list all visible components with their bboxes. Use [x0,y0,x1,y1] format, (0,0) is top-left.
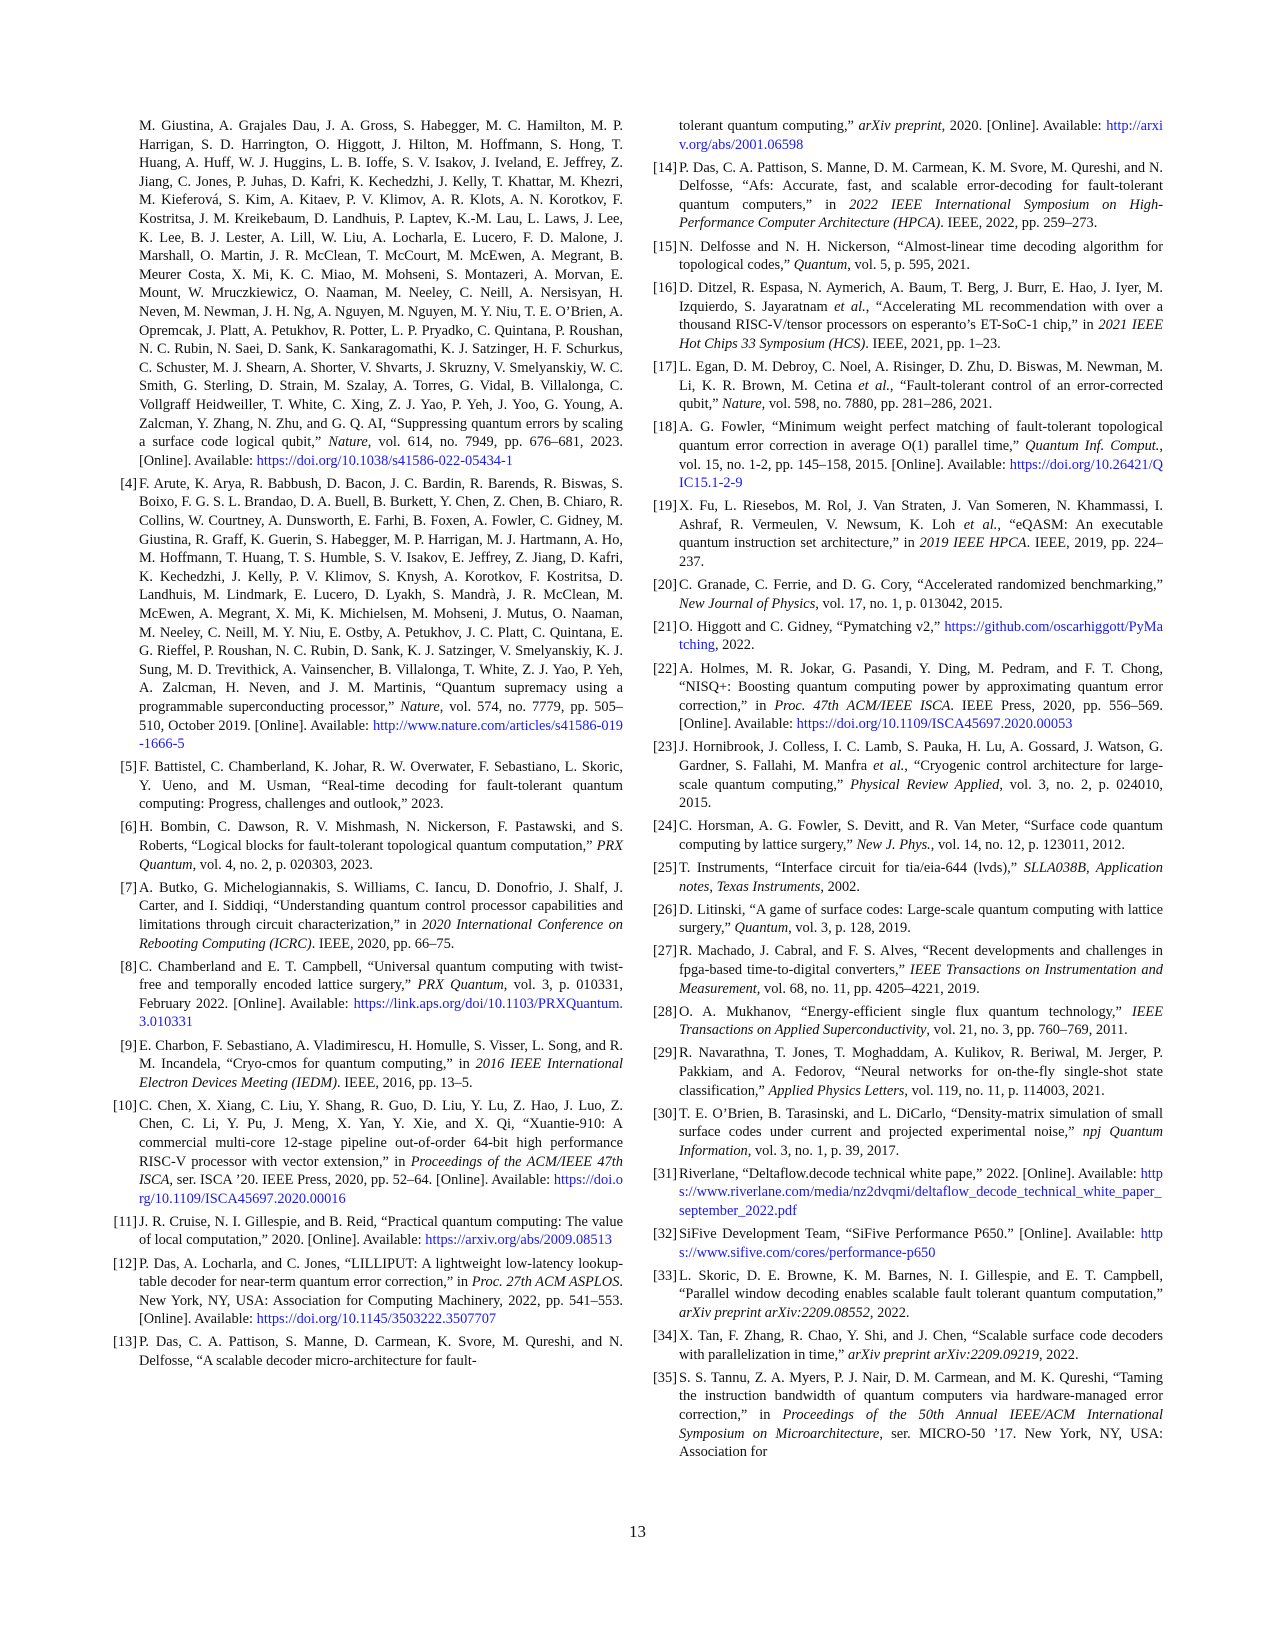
reference-number: [17] [653,359,677,376]
reference-venue: et al. [834,298,866,315]
reference-text: F. Battistel, C. Chamberland, K. Johar, R. W. Overwater, F. Sebastiano, L. Skoric, Y. Ueno, and M. Usman, “Real-time decoding for fault-tolerant quantum computing: Progress, challenges and outlook,” 2023. [139,759,623,813]
reference-number: [12] [113,1255,137,1272]
reference-text: P. Das, C. A. Pattison, S. Manne, D. M. Carmean, K. M. Svore, M. Qureshi, and N. Delfosse, “Afs: Accurate, fast, and scalable error-decoding for fault-tolerant quantum computers,” in [679,159,1163,213]
reference-entry [647,117,1163,154]
reference-text: C. Granade, C. Ferrie, and D. G. Cory, “Accelerated randomized benchmarking,” [679,577,1163,594]
reference-text: P. Das, C. A. Pattison, S. Manne, D. Carmean, K. Svore, M. Qureshi, and N. Delfosse, “A scalable decoder micro-architecture for fault- [139,1334,623,1369]
reference-text: C. Chamberland and E. T. Campbell, “Universal quantum computing with twist-free and temporally encoded lattice surgery,” [139,958,623,994]
reference-text: , vol. 4, no. 2, p. 020303, 2023. [192,856,373,873]
reference-entry [647,159,1163,233]
reference-venue: et al. [963,516,998,533]
reference-venue: IEEE Transactions on Instrumentation and Measurement [679,961,1163,997]
reference-entry [647,1225,1163,1262]
reference-number: [14] [653,159,677,176]
reference-text: Riverlane, “Deltaflow.decode technical white pape,” 2022. [Online]. Available: [679,1165,1141,1182]
reference-entry [107,117,623,470]
reference-number: [25] [653,859,677,876]
reference-entry [647,1105,1163,1161]
reference-text: , vol. 598, no. 7880, pp. 281–286, 2021. [761,396,993,413]
reference-text: , 2020. [Online]. Available: [941,118,1107,134]
reference-venue: Applied Physics Letters [768,1082,905,1099]
reference-text: A. Holmes, M. R. Jokar, G. Pasandi, Y. Ding, M. Pedram, and F. T. Chong, “NISQ+: Boosting quantum computing power by approximating quantum error correction,” in [679,660,1163,714]
reference-number: [23] [653,739,677,756]
reference-text: tolerant quantum computing,” [679,118,859,134]
page-number: 13 [629,1522,646,1541]
reference-number: [18] [653,419,677,436]
reference-text: , “eQASM: An executable quantum instruction set architecture,” in [679,516,1164,552]
reference-text: , vol. 5, p. 595, 2021. [847,257,971,274]
reference-entry [107,1255,623,1329]
reference-entry [647,418,1163,492]
reference-entry [647,279,1163,353]
reference-number: [7] [120,879,137,896]
reference-entry [107,1213,623,1250]
reference-number: [20] [653,577,677,594]
reference-text: P. Das, A. Locharla, and C. Jones, “LILLIPUT: A lightweight low-latency lookup-table decoder for near-term quantum error correction,” in [139,1255,623,1291]
reference-number: [33] [653,1267,677,1284]
reference-venue: Quantum [793,257,848,274]
reference-venue: Quantum Inf. Comput. [1025,438,1160,454]
reference-entry [647,1165,1163,1221]
reference-text: , vol. 3, p. 010331, February 2022. [Online]. Available: [139,977,623,1012]
reference-entry [107,818,623,874]
reference-text: X. Tan, F. Zhang, R. Chao, Y. Shi, and J. Chen, “Scalable surface code decoders with parallelization in time,” [679,1328,1163,1363]
reference-entry [647,1327,1163,1364]
reference-entry [647,901,1163,938]
reference-entry [107,1037,623,1093]
reference-text: , vol. 14, no. 12, p. 123011, 2012. [930,836,1125,853]
reference-text: A. Butko, G. Michelogiannakis, S. Williams, C. Iancu, D. Donofrio, J. Shalf, J. Carter, and I. Siddiqi, “Understanding quantum control processor capabilities and limitations through circuit characterization,” in [139,879,623,933]
reference-text: M. Giustina, A. Grajales Dau, J. A. Gross, S. Habegger, M. C. Hamilton, M. P. Harrigan, S. D. Harrington, O. Higgott, J. Hilton, M. Hoffmann, S. Hong, T. Huang, A. Huff, W. J. Huggins, L. B. Ioffe, S. V. Isakov, J. Iveland, E. Jeffrey, Z. Jiang, C. Jones, P. Juhas, D. Kafri, K. Kechedzhi, J. Kelly, T. Khattar, M. Khezri, M. Kieferová, S. Kim, A. Kitaev, P. V. Klimov, A. R. Klots, A. N. Korotkov, F. Kostritsa, J. M. Kreikebaum, D. Landhuis, P. Laptev, K.-M. Lau, L. Laws, J. Lee, K. Lee, B. J. Lester, A. Lill, W. Liu, A. Locharla, E. Lucero, F. D. Malone, J. Marshall, O. Martin, J. R. McClean, T. McCourt, M. McEwen, A. Megrant, B. Meurer Costa, X. Mi, K. C. Miao, M. Mohseni, S. Montazeri, A. Morvan, E. Mount, W. Mruczkiewicz, O. Naaman, M. Neeley, C. Neill, A. Nersisyan, H. Neven, M. Newman, J. H. Ng, A. Nguyen, M. Nguyen, M. Y. Niu, T. E. O’Brien, A. Opremcak, J. Platt, A. Petukhov, R. Potter, L. P. Pryadko, C. Quintana, P. Roushan, N. C. Rubin, N. Saei, D. Sank, K. Sankaragomathi, K. J. Satzinger, H. F. Schurkus, C. Schuster, M. J. Shearn, A. Shorter, V. Shvarts, J. Skruzny, V. Smelyanskiy, W. C. Smith, G. Sterling, D. Strain, M. Szalay, A. Torres, G. Vidal, B. Villalonga, C. Vollgraff Heidweiller, T. White, C. Xing, Z. J. Yao, P. Yeh, J. Yoo, G. Young, A. Zalcman, Y. Zhang, N. Zhu, and G. Q. AI, “Suppressing quantum errors by scaling a surface code logical qubit,” [139,118,623,451]
reference-text: , 2022. [714,637,755,654]
reference-number: [10] [113,1097,137,1114]
reference-entry [647,238,1163,275]
reference-number: [11] [113,1213,137,1230]
reference-text: , 2002. [820,878,860,895]
reference-text: , vol. 15, no. 1-2, pp. 145–158, 2015. [Online]. Available: [679,438,1163,473]
reference-text: , ser. MICRO-50 ’17. New York, NY, USA: Association for [679,1425,1163,1461]
reference-entry [107,1333,623,1370]
reference-text: , “Accelerating ML recommendation with over a thousand RISC-V/tensor processors on esperanto’s ET-SoC-1 chip,” in [679,298,1164,334]
reference-text: . IEEE, 2021, pp. 1–23. [865,336,1001,353]
reference-link[interactable]: https://doi.org/10.26421/QIC15.1-2-9 [679,456,1163,492]
reference-text: O. Higgott and C. Gidney, “Pymatching v2,” [679,618,945,635]
reference-text: , vol. 574, no. 7779, pp. 505–510, October 2019. [Online]. Available: [139,698,623,734]
reference-venue: Proceedings of the ACM/IEEE 47th ISCA [139,1153,623,1189]
reference-entry [107,758,623,814]
reference-entry [647,1003,1163,1040]
reference-venue: 2016 IEEE International Electron Devices Meeting (IEDM) [139,1056,624,1091]
reference-entry [647,817,1163,854]
reference-number: [29] [653,1045,677,1062]
reference-text: SiFive Development Team, “SiFive Performance P650.” [Online]. Available: [679,1226,1141,1243]
reference-number: [26] [653,901,677,918]
reference-number: [31] [653,1165,677,1182]
reference-link[interactable]: http://arxiv.org/abs/2001.06598 [679,118,1163,153]
reference-number: [30] [653,1105,677,1122]
reference-text: , vol. 3, no. 1, p. 39, 2017. [747,1142,900,1159]
reference-text: J. R. Cruise, N. I. Gillespie, and B. Reid, “Practical quantum computing: The value of local computation,” 2020. [Online]. Available: [139,1213,623,1249]
reference-text: R. Machado, J. Cabral, and F. S. Alves, “Recent developments and challenges in fpga-based time-to-digital converters,” [679,943,1163,978]
reference-entry [647,618,1163,655]
reference-entry [647,358,1163,414]
reference-venue: New Journal of Physics [679,595,816,612]
reference-text: . IEEE Press, 2020, pp. 556–569. [Online]. Available: [679,697,1163,733]
reference-text: . New York, NY, USA: Association for Computing Machinery, 2022, pp. 541–553. [Online]. Available: [139,1274,624,1328]
reference-entry [647,942,1163,998]
reference-link[interactable]: https://arxiv.org/abs/2009.08513 [425,1232,612,1249]
reference-text: , ser. ISCA ’20. IEEE Press, 2020, pp. 52–64. [Online]. Available: [169,1172,554,1189]
reference-number: [9] [120,1037,137,1054]
reference-text: , vol. 17, no. 1, p. 013042, 2015. [815,595,1003,612]
reference-entry [647,1369,1163,1462]
reference-entry [647,1267,1163,1323]
reference-text: . IEEE, 2016, pp. 13–5. [337,1074,473,1091]
reference-text: L. Egan, D. M. Debroy, C. Noel, A. Risinger, D. Zhu, D. Biswas, M. Newman, M. Li, K. R. Brown, M. Cetina [679,359,1163,394]
reference-entry [647,497,1163,571]
reference-number: [4] [120,475,137,492]
reference-venue: npj Quantum Information [679,1124,1163,1159]
reference-text: J. Hornibrook, J. Colless, I. C. Lamb, S. Pauka, H. Lu, A. Gossard, J. Watson, G. Gardner, S. Fallahi, M. Manfra [679,739,1163,774]
reference-venue: Nature [722,396,762,413]
reference-text: , vol. 68, no. 11, pp. 4205–4221, 2019. [756,980,980,997]
reference-venue: et al. [873,758,905,774]
reference-venue: arXiv preprint arXiv:2209.09219 [848,1346,1039,1363]
reference-number: [16] [653,280,677,297]
reference-number: [8] [120,958,137,975]
reference-venue: arXiv preprint [858,118,942,134]
reference-number: [22] [653,660,677,677]
reference-text: N. Delfosse and N. H. Nickerson, “Almost-linear time decoding algorithm for topological codes,” [679,238,1163,274]
reference-number: [24] [653,818,677,835]
reference-venue: SLLA038B, Application notes, Texas Instruments [679,859,1163,895]
reference-entry [107,879,623,953]
reference-text: . IEEE, 2019, pp. 224–237. [679,535,1163,571]
reference-entry [647,576,1163,613]
reference-text: , “Fault-tolerant control of an error-corrected qubit,” [679,377,1163,413]
reference-entry [647,859,1163,896]
reference-venue: IEEE Transactions on Applied Superconductivity [679,1003,1163,1039]
reference-venue: 2019 IEEE HPCA [919,535,1027,552]
reference-venue: PRX Quantum [417,977,504,994]
reference-text: T. E. O’Brien, B. Tarasinski, and L. DiCarlo, “Density-matrix simulation of small surface codes under current and projected experimental noise,” [679,1105,1163,1141]
reference-text: , vol. 119, no. 11, p. 114003, 2021. [904,1082,1105,1099]
reference-venue: Proc. 27th ACM ASPLOS [471,1274,620,1291]
reference-entry [647,660,1163,734]
reference-number: [15] [653,238,677,255]
reference-venue: Nature [400,698,440,715]
reference-link[interactable]: https://doi.org/10.1038/s41586-022-05434-1 [256,452,513,469]
reference-number: [6] [120,819,137,836]
reference-text: T. Instruments, “Interface circuit for tia/eia-644 (lvds),” [679,859,1024,876]
reference-venue: Quantum [734,920,789,937]
reference-text: X. Fu, L. Riesebos, M. Rol, J. Van Straten, J. Van Someren, N. Khammassi, I. Ashraf, R. Vermeulen, V. Newsum, K. Loh [679,498,1163,533]
reference-entry [647,738,1163,812]
reference-venue: 2021 IEEE Hot Chips 33 Symposium (HCS) [679,317,1163,353]
reference-text: , 2022. [869,1305,910,1322]
reference-link[interactable]: https://github.com/oscarhiggott/PyMatching [679,618,1163,654]
references-right-column [647,117,1163,1466]
reference-text: , 2022. [1038,1346,1079,1363]
references-left-column [107,117,623,1375]
reference-venue: Proceedings of the 50th Annual IEEE/ACM International Symposium on Microarchitecture [679,1407,1164,1442]
reference-venue: arXiv preprint arXiv:2209.08552 [679,1305,870,1322]
reference-number: [32] [653,1226,677,1243]
reference-venue: et al. [858,377,890,394]
reference-venue: 2022 IEEE International Symposium on High-Performance Computer Architecture (HPCA) [679,196,1163,232]
reference-text: E. Charbon, F. Sebastiano, A. Vladimirescu, H. Homulle, S. Visser, L. Song, and R. M. Incandela, “Cryo-cmos for quantum computing,” in [139,1037,623,1073]
reference-text: L. Skoric, D. E. Browne, K. M. Barnes, N. I. Gillespie, and E. T. Campbell, “Parallel window decoding enables scalable fault tolerant quantum computation,” [679,1267,1163,1303]
reference-text: , vol. 3, p. 128, 2019. [788,920,911,937]
reference-number: [19] [653,498,677,515]
reference-link[interactable]: https://www.sifive.com/cores/performance-p650 [679,1226,1163,1261]
reference-venue: Nature [328,434,368,451]
reference-venue: Physical Review Applied [850,776,1000,793]
reference-link[interactable]: https://www.riverlane.com/media/nz2dvqmi/deltaflow_decode_technical_white_paper_september_2022.pdf [679,1165,1163,1220]
reference-text: O. A. Mukhanov, “Energy-efficient single flux quantum technology,” [679,1003,1132,1020]
reference-text: R. Navarathna, T. Jones, T. Moghaddam, A. Kulikov, R. Beriwal, M. Jerger, P. Pakkiam, and A. Fedorov, “Neural networks for on-the-fly single-shot state classification,” [679,1045,1163,1099]
reference-text: S. S. Tannu, Z. A. Myers, P. J. Nair, D. M. Carmean, and M. K. Qureshi, “Taming the instruction bandwidth of quantum computers via hardware-managed error correction,” in [679,1369,1163,1423]
reference-text: , “Cryogenic control architecture for large-scale quantum computing,” [679,758,1163,793]
reference-text: , vol. 614, no. 7949, pp. 676–681, 2023. [Online]. Available: [139,434,623,469]
reference-text: . IEEE, 2020, pp. 66–75. [311,935,455,952]
reference-venue: New J. Phys. [856,836,931,853]
reference-entry [107,1097,623,1209]
reference-text: H. Bombin, C. Dawson, R. V. Mishmash, N. Nickerson, F. Pastawski, and S. Roberts, “Logical blocks for fault-tolerant topological quantum computation,” [139,819,623,855]
reference-link[interactable]: http://www.nature.com/articles/s41586-019-1666-5 [139,717,623,753]
reference-text: C. Horsman, A. G. Fowler, S. Devitt, and R. Van Meter, “Surface code quantum computing by lattice surgery,” [679,818,1163,853]
reference-text: , vol. 3, no. 2, p. 024010, 2015. [679,776,1164,812]
reference-text: . IEEE, 2022, pp. 259–273. [940,215,1098,232]
reference-entry [107,958,623,1032]
reference-number: [27] [653,943,677,960]
reference-venue: Proc. 47th ACM/IEEE ISCA [774,697,951,714]
reference-text: D. Litinski, “A game of surface codes: Large-scale quantum computing with lattice surgery,” [679,901,1163,937]
reference-link[interactable]: https://doi.org/10.1145/3503222.3507707 [256,1311,497,1328]
reference-venue: PRX Quantum [139,838,623,873]
reference-text: F. Arute, K. Arya, R. Babbush, D. Bacon, J. C. Bardin, R. Barends, R. Biswas, S. Boixo, F. G. S. L. Brandao, D. A. Buell, B. Burkett, Y. Chen, Z. Chen, B. Chiaro, R. Collins, W. Courtney, A. Dunsworth, E. Farhi, B. Foxen, A. Fowler, C. Gidney, M. Giustina, R. Graff, K. Guerin, S. Habegger, M. P. Harrigan, M. J. Hartmann, A. Ho, M. Hoffmann, T. Huang, T. S. Humble, S. V. Isakov, E. Jeffrey, Z. Jiang, D. Kafri, K. Kechedzhi, J. Kelly, P. V. Klimov, S. Knysh, A. Korotkov, F. Kostritsa, D. Landhuis, M. Lindmark, E. Lucero, D. Lyakh, S. Mandrà, J. R. McClean, M. McEwen, A. Megrant, X. Mi, K. Michielsen, M. Mohseni, J. Mutus, O. Naaman, M. Neeley, C. Neill, M. Y. Niu, E. Ostby, A. Petukhov, J. C. Platt, C. Quintana, E. G. Rieffel, P. Roushan, N. C. Rubin, D. Sank, K. J. Satzinger, V. Smelyanskiy, K. J. Sung, M. D. Trevithick, A. Vainsencher, B. Villalonga, T. White, Z. J. Yao, P. Yeh, A. Zalcman, H. Neven, and J. M. Martinis, “Quantum supremacy using a programmable superconducting processor,” [139,475,623,715]
reference-text: A. G. Fowler, “Minimum weight perfect matching of fault-tolerant topological quantum error correction in average O(1) parallel time,” [679,419,1163,454]
reference-number: [13] [113,1334,137,1351]
reference-venue: 2020 International Conference on Rebooting Computing (ICRC) [139,916,623,952]
reference-link[interactable]: https://doi.org/10.1109/ISCA45697.2020.00016 [139,1172,623,1207]
reference-link[interactable]: https://doi.org/10.1109/ISCA45697.2020.00053 [796,716,1073,733]
reference-number: [35] [653,1369,677,1386]
reference-number: [34] [653,1328,677,1345]
reference-link[interactable]: https://link.aps.org/doi/10.1103/PRXQuantum.3.010331 [139,995,623,1031]
reference-text: C. Chen, X. Xiang, C. Liu, Y. Shang, R. Guo, D. Liu, Y. Lu, Z. Hao, J. Luo, Z. Chen, C. Li, Y. Pu, J. Meng, X. Yan, Y. Xie, and X. Qi, “Xuantie-910: A commercial multi-core 12-stage pipeline out-of-order 64-bit high performance RISC-V processor with vector extension,” in [139,1097,623,1170]
reference-text: D. Ditzel, R. Espasa, N. Aymerich, A. Baum, T. Berg, J. Burr, E. Hao, J. Iyer, M. Izquierdo, S. Jayaratnam [679,280,1163,315]
reference-number: [5] [120,759,137,776]
reference-entry [647,1044,1163,1100]
reference-number: [21] [653,618,677,635]
reference-number: [28] [653,1003,677,1020]
reference-text: , vol. 21, no. 3, pp. 760–769, 2011. [926,1022,1128,1039]
reference-entry [107,475,623,754]
